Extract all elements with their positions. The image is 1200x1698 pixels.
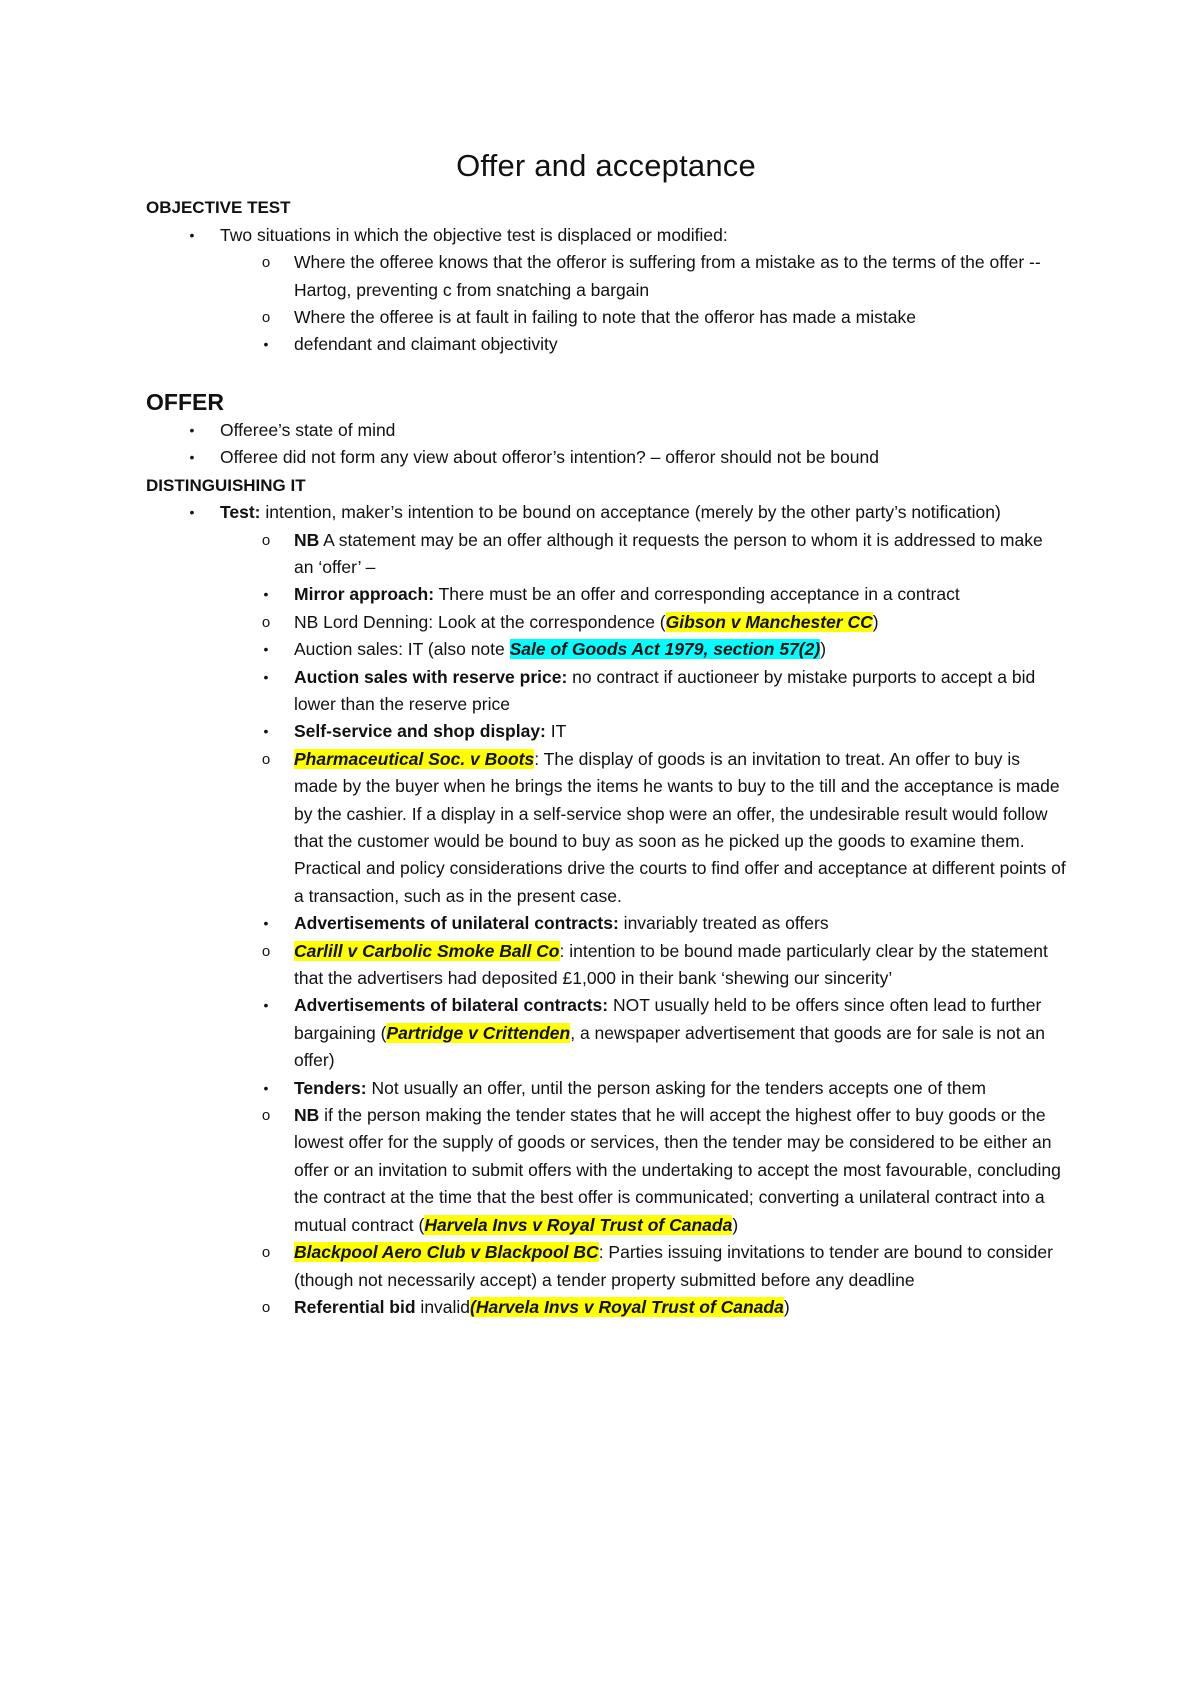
bullet-marker: • [189, 449, 195, 466]
circle-marker: o [261, 309, 271, 327]
list-item: • Offeree did not form any view about offeror’s intention? – offeror should not be bound [146, 444, 1066, 471]
circle-marker: o [261, 1244, 271, 1262]
list-item: o Pharmaceutical Soc. v Boots: The display of goods is an invitation to treat. An offer to buy is made by the buyer when he brings the items he wants to buy to the till and the acceptance is made by the cashier. If a display in a self-service shop were an offer, the undesirable result would follow that the customer would be bound to buy as soon as he picked up the goods to examine them. Practical and policy considerations drive the courts to find offer and acceptance at different points of a transaction, such as in the present case. [146, 746, 1066, 910]
list-item: • Offeree’s state of mind [146, 417, 1066, 444]
circle-marker: o [261, 750, 271, 768]
circle-marker: o [261, 1107, 271, 1125]
bullet-marker: • [263, 336, 269, 353]
list-item: o NB A statement may be an offer although it requests the person to whom it is addressed to make an ‘offer’ – [146, 527, 1066, 582]
list-item: • Self-service and shop display: IT [146, 718, 1066, 745]
case-citation-highlight: Partridge v Crittenden [386, 1022, 571, 1043]
statute-citation-highlight: Sale of Goods Act 1979, section 57(2) [509, 639, 821, 660]
section-heading-offer: OFFER [146, 388, 224, 415]
list-item: o Where the offeree is at fault in failing to note that the offeror has made a mistake [146, 304, 1066, 331]
document-body [146, 146, 1066, 1321]
bullet-marker: • [263, 586, 269, 603]
list-item: • defendant and claimant objectivity [146, 331, 1066, 358]
list-item: o Blackpool Aero Club v Blackpool BC: Parties issuing invitations to tender are bound to consider (though not necessarily accept) a tender property submitted before any deadline [146, 1239, 1066, 1294]
list-item: • Auction sales: IT (also note Sale of Goods Act 1979, section 57(2)) [146, 636, 1066, 663]
case-citation-highlight: Harvela Invs v Royal Trust of Canada [424, 1214, 733, 1235]
list-item: • Advertisements of bilateral contracts: NOT usually held to be offers since often lead to further bargaining (Partridge v Crittenden, a newspaper advertisement that goods are for sale is not an offer) [146, 992, 1066, 1074]
circle-marker: o [261, 1298, 271, 1316]
bullet-marker: • [263, 997, 269, 1014]
circle-marker: o [261, 613, 271, 631]
bullet-marker: • [189, 226, 195, 243]
page-title: Offer and acceptance [456, 148, 756, 183]
circle-marker: o [261, 942, 271, 960]
circle-marker: o [261, 531, 271, 549]
list-item: o NB Lord Denning: Look at the correspondence (Gibson v Manchester CC) [146, 609, 1066, 636]
list-item: o NB if the person making the tender states that he will accept the highest offer to buy goods or the lowest offer for the supply of goods or services, then the tender may be considered to be either an offer or an invitation to submit offers with the undertaking to accept the most favourable, concluding the contract at the time that the best offer is communicated; converting a unilateral contract into a mutual contract (Harvela Invs v Royal Trust of Canada) [146, 1102, 1066, 1239]
list-item: o Carlill v Carbolic Smoke Ball Co: intention to be bound made particularly clear by the statement that the advertisers had deposited £1,000 in their bank ‘shewing our sincerity’ [146, 938, 1066, 993]
case-citation-highlight: Gibson v Manchester CC [665, 611, 873, 632]
list-item: • Mirror approach: There must be an offer and corresponding acceptance in a contract [146, 581, 1066, 608]
list-item: • Test: intention, maker’s intention to be bound on acceptance (merely by the other party’s notification) [146, 499, 1066, 526]
case-citation-highlight: Pharmaceutical Soc. v Boots [294, 748, 535, 769]
case-citation-highlight: Blackpool Aero Club v Blackpool BC [294, 1242, 599, 1263]
bullet-marker: • [263, 915, 269, 932]
bullet-marker: • [263, 1079, 269, 1096]
bullet-marker: • [263, 641, 269, 658]
circle-marker: o [261, 254, 271, 272]
bullet-marker: • [263, 723, 269, 740]
bullet-marker: • [189, 421, 195, 438]
section-heading-objective-test: OBJECTIVE TEST [146, 198, 291, 218]
case-citation-highlight: (Harvela Invs v Royal Trust of Canada [470, 1296, 784, 1317]
list-item: o Where the offeree knows that the offeror is suffering from a mistake as to the terms of the offer --Hartog, preventing c from snatching a bargain [146, 249, 1066, 304]
bullet-marker: • [189, 504, 195, 521]
case-citation-highlight: Carlill v Carbolic Smoke Ball Co [294, 940, 560, 961]
section-heading-distinguishing-it: DISTINGUISHING IT [146, 475, 306, 495]
list-item: • Tenders: Not usually an offer, until the person asking for the tenders accepts one of them [146, 1075, 1066, 1102]
list-item: • Two situations in which the objective test is displaced or modified: [146, 222, 1066, 249]
list-item: o Referential bid invalid(Harvela Invs v Royal Trust of Canada) [146, 1294, 1066, 1321]
list-item: • Auction sales with reserve price: no contract if auctioneer by mistake purports to accept a bid lower than the reserve price [146, 664, 1066, 719]
list-item: • Advertisements of unilateral contracts: invariably treated as offers [146, 910, 1066, 937]
bullet-marker: • [263, 668, 269, 685]
